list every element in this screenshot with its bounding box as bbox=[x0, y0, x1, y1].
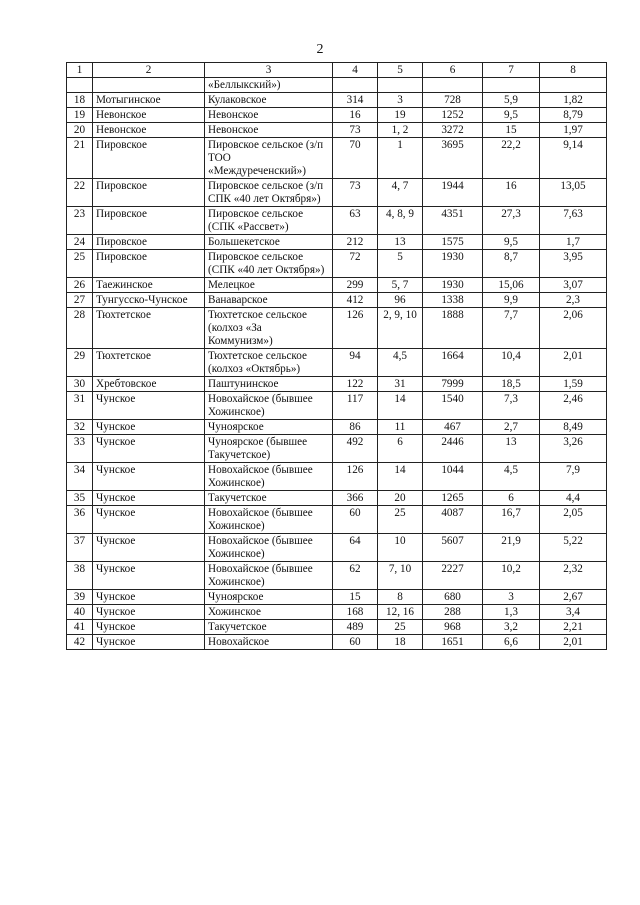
district-cell: Невонское bbox=[93, 108, 205, 123]
col8-cell: 5,22 bbox=[540, 534, 607, 562]
col6-cell: 1044 bbox=[423, 463, 483, 491]
settlement-cell: Невонское bbox=[205, 108, 333, 123]
district-cell: Чунское bbox=[93, 534, 205, 562]
table-row bbox=[67, 108, 607, 123]
table-row bbox=[67, 506, 607, 534]
col6-cell: 1930 bbox=[423, 250, 483, 278]
column-number-header-row bbox=[67, 63, 607, 78]
col8-cell: 1,7 bbox=[540, 235, 607, 250]
col8-cell: 2,46 bbox=[540, 392, 607, 420]
col4-cell: 16 bbox=[333, 108, 378, 123]
district-cell: Чунское bbox=[93, 435, 205, 463]
col5-cell: 8 bbox=[378, 590, 423, 605]
col8-cell: 1,59 bbox=[540, 377, 607, 392]
district-cell: Мотыгинское bbox=[93, 93, 205, 108]
col5-cell: 3 bbox=[378, 93, 423, 108]
col7-cell: 6 bbox=[483, 491, 540, 506]
district-cell: Чунское bbox=[93, 605, 205, 620]
col7-cell: 21,9 bbox=[483, 534, 540, 562]
col6-cell: 1265 bbox=[423, 491, 483, 506]
col7-cell: 13 bbox=[483, 435, 540, 463]
col4-cell: 492 bbox=[333, 435, 378, 463]
row-number: 36 bbox=[67, 506, 93, 534]
table-row bbox=[67, 620, 607, 635]
col7-cell: 3,2 bbox=[483, 620, 540, 635]
settlement-cell: Пировское сельское (з/п СПК «40 лет Октября») bbox=[205, 179, 333, 207]
col8-cell: 3,4 bbox=[540, 605, 607, 620]
settlement-cell: Новохайское (бывшее Хожинское) bbox=[205, 562, 333, 590]
col6-cell: 1664 bbox=[423, 349, 483, 377]
row-number: 22 bbox=[67, 179, 93, 207]
row-number: 29 bbox=[67, 349, 93, 377]
district-cell: Чунское bbox=[93, 590, 205, 605]
col5-cell: 10 bbox=[378, 534, 423, 562]
col5-cell: 25 bbox=[378, 506, 423, 534]
col6-cell: 968 bbox=[423, 620, 483, 635]
column-header: 6 bbox=[423, 63, 483, 78]
row-number: 40 bbox=[67, 605, 93, 620]
col4-cell: 212 bbox=[333, 235, 378, 250]
district-cell: Чунское bbox=[93, 635, 205, 650]
table-row bbox=[67, 562, 607, 590]
district-cell: Пировское bbox=[93, 250, 205, 278]
col6-cell: 1930 bbox=[423, 278, 483, 293]
col7-cell: 1,3 bbox=[483, 605, 540, 620]
col8-cell: 9,14 bbox=[540, 138, 607, 179]
row-number: 42 bbox=[67, 635, 93, 650]
col7-cell: 3 bbox=[483, 590, 540, 605]
continuation-row bbox=[67, 78, 607, 93]
row-number: 21 bbox=[67, 138, 93, 179]
col5-cell: 31 bbox=[378, 377, 423, 392]
district-cell: Чунское bbox=[93, 420, 205, 435]
col8-cell: 2,01 bbox=[540, 635, 607, 650]
table-row bbox=[67, 349, 607, 377]
col6-cell: 1252 bbox=[423, 108, 483, 123]
col6-cell: 288 bbox=[423, 605, 483, 620]
row-number: 32 bbox=[67, 420, 93, 435]
col7-cell: 18,5 bbox=[483, 377, 540, 392]
col5-cell: 5 bbox=[378, 250, 423, 278]
col7-cell: 10,4 bbox=[483, 349, 540, 377]
settlement-cell: Ванаварское bbox=[205, 293, 333, 308]
row-number: 25 bbox=[67, 250, 93, 278]
settlement-cell: Новохайское (бывшее Хожинское) bbox=[205, 463, 333, 491]
col8-cell: 3,95 bbox=[540, 250, 607, 278]
table-row bbox=[67, 278, 607, 293]
col7-cell: 27,3 bbox=[483, 207, 540, 235]
col4-cell: 62 bbox=[333, 562, 378, 590]
settlement-cell: Большекетское bbox=[205, 235, 333, 250]
table-row bbox=[67, 605, 607, 620]
settlement-cell: Новохайское (бывшее Хожинское) bbox=[205, 392, 333, 420]
col5-cell: 19 bbox=[378, 108, 423, 123]
district-cell: Чунское bbox=[93, 562, 205, 590]
col4-cell: 168 bbox=[333, 605, 378, 620]
col5-cell: 4,5 bbox=[378, 349, 423, 377]
col8-cell: 13,05 bbox=[540, 179, 607, 207]
table-row bbox=[67, 392, 607, 420]
col4-cell: 73 bbox=[333, 123, 378, 138]
district-cell: Невонское bbox=[93, 123, 205, 138]
table-row bbox=[67, 420, 607, 435]
col8-cell: 1,82 bbox=[540, 93, 607, 108]
col7-cell: 9,5 bbox=[483, 108, 540, 123]
col8-cell: 2,3 bbox=[540, 293, 607, 308]
settlement-cell: Новохайское bbox=[205, 635, 333, 650]
district-cell: Чунское bbox=[93, 620, 205, 635]
settlement-cell: Новохайское (бывшее Хожинское) bbox=[205, 534, 333, 562]
row-number: 18 bbox=[67, 93, 93, 108]
row-number: 37 bbox=[67, 534, 93, 562]
col4-cell: 366 bbox=[333, 491, 378, 506]
col4-cell: 314 bbox=[333, 93, 378, 108]
col6-cell: 5607 bbox=[423, 534, 483, 562]
col8-cell: 2,05 bbox=[540, 506, 607, 534]
district-cell: Чунское bbox=[93, 392, 205, 420]
col4-cell: 299 bbox=[333, 278, 378, 293]
table-row bbox=[67, 491, 607, 506]
col6-cell: 2227 bbox=[423, 562, 483, 590]
col7-cell: 16,7 bbox=[483, 506, 540, 534]
col7-cell: 6,6 bbox=[483, 635, 540, 650]
col4-cell: 489 bbox=[333, 620, 378, 635]
column-header: 7 bbox=[483, 63, 540, 78]
settlement-cell: Чунoярское bbox=[205, 420, 333, 435]
col7-cell: 7,7 bbox=[483, 308, 540, 349]
settlement-cell: Новохайское (бывшее Хожинское) bbox=[205, 506, 333, 534]
table-row bbox=[67, 235, 607, 250]
district-cell: Таежинское bbox=[93, 278, 205, 293]
column-header: 5 bbox=[378, 63, 423, 78]
col4-cell: 412 bbox=[333, 293, 378, 308]
col6-cell: 728 bbox=[423, 93, 483, 108]
col7-cell: 9,5 bbox=[483, 235, 540, 250]
col7-cell: 5,9 bbox=[483, 93, 540, 108]
col4-cell: 122 bbox=[333, 377, 378, 392]
col4-cell: 117 bbox=[333, 392, 378, 420]
continuation-text: «Беллыкский») bbox=[205, 78, 333, 93]
col6-cell: 1575 bbox=[423, 235, 483, 250]
district-cell: Пировское bbox=[93, 179, 205, 207]
col6-cell: 3272 bbox=[423, 123, 483, 138]
col6-cell: 680 bbox=[423, 590, 483, 605]
district-cell: Тунгусско-Чунское bbox=[93, 293, 205, 308]
col4-cell: 64 bbox=[333, 534, 378, 562]
col6-cell: 467 bbox=[423, 420, 483, 435]
col6-cell: 1888 bbox=[423, 308, 483, 349]
col4-cell: 73 bbox=[333, 179, 378, 207]
col6-cell: 1338 bbox=[423, 293, 483, 308]
col4-cell: 60 bbox=[333, 506, 378, 534]
settlement-cell: Тюхтетское сельское (колхоз «Октябрь») bbox=[205, 349, 333, 377]
settlement-cell: Паштунинское bbox=[205, 377, 333, 392]
col8-cell: 8,49 bbox=[540, 420, 607, 435]
settlement-cell: Хожинское bbox=[205, 605, 333, 620]
settlement-cell: Такучетское bbox=[205, 491, 333, 506]
col7-cell: 15 bbox=[483, 123, 540, 138]
col4-cell: 86 bbox=[333, 420, 378, 435]
table-row bbox=[67, 123, 607, 138]
row-number: 27 bbox=[67, 293, 93, 308]
table-row bbox=[67, 179, 607, 207]
settlement-cell: Пировское сельское (з/п ТОО «Междуреченский») bbox=[205, 138, 333, 179]
district-cell: Пировское bbox=[93, 138, 205, 179]
col8-cell: 2,67 bbox=[540, 590, 607, 605]
col8-cell: 2,06 bbox=[540, 308, 607, 349]
col8-cell: 2,32 bbox=[540, 562, 607, 590]
col4-cell: 60 bbox=[333, 635, 378, 650]
data-table bbox=[66, 62, 607, 650]
col7-cell: 4,5 bbox=[483, 463, 540, 491]
table-row bbox=[67, 93, 607, 108]
col4-cell: 126 bbox=[333, 463, 378, 491]
col5-cell: 4, 7 bbox=[378, 179, 423, 207]
col5-cell: 13 bbox=[378, 235, 423, 250]
settlement-cell: Пировское сельское (СПК «Рассвет») bbox=[205, 207, 333, 235]
row-number: 33 bbox=[67, 435, 93, 463]
row-number: 34 bbox=[67, 463, 93, 491]
table-row bbox=[67, 635, 607, 650]
column-header: 4 bbox=[333, 63, 378, 78]
column-header: 3 bbox=[205, 63, 333, 78]
table-row bbox=[67, 138, 607, 179]
col7-cell: 10,2 bbox=[483, 562, 540, 590]
col7-cell: 2,7 bbox=[483, 420, 540, 435]
col5-cell: 11 bbox=[378, 420, 423, 435]
col7-cell: 7,3 bbox=[483, 392, 540, 420]
row-number: 26 bbox=[67, 278, 93, 293]
settlement-cell: Чуноярское bbox=[205, 590, 333, 605]
col8-cell: 8,79 bbox=[540, 108, 607, 123]
col4-cell: 15 bbox=[333, 590, 378, 605]
col5-cell: 1 bbox=[378, 138, 423, 179]
table-row bbox=[67, 590, 607, 605]
table-row bbox=[67, 377, 607, 392]
row-number: 23 bbox=[67, 207, 93, 235]
col8-cell: 2,21 bbox=[540, 620, 607, 635]
col4-cell: 126 bbox=[333, 308, 378, 349]
col5-cell: 4, 8, 9 bbox=[378, 207, 423, 235]
settlement-cell: Такучетское bbox=[205, 620, 333, 635]
col6-cell: 1944 bbox=[423, 179, 483, 207]
col6-cell: 2446 bbox=[423, 435, 483, 463]
table-row bbox=[67, 463, 607, 491]
column-header: 2 bbox=[93, 63, 205, 78]
col5-cell: 14 bbox=[378, 392, 423, 420]
settlement-cell: Кулаковское bbox=[205, 93, 333, 108]
settlement-cell: Пировское сельское (СПК «40 лет Октября») bbox=[205, 250, 333, 278]
table-row bbox=[67, 293, 607, 308]
col4-cell: 72 bbox=[333, 250, 378, 278]
col5-cell: 6 bbox=[378, 435, 423, 463]
col7-cell: 15,06 bbox=[483, 278, 540, 293]
district-cell: Чунское bbox=[93, 491, 205, 506]
col7-cell: 22,2 bbox=[483, 138, 540, 179]
col6-cell: 4351 bbox=[423, 207, 483, 235]
col8-cell: 1,97 bbox=[540, 123, 607, 138]
column-header: 1 bbox=[67, 63, 93, 78]
table-row bbox=[67, 207, 607, 235]
col8-cell: 3,26 bbox=[540, 435, 607, 463]
district-cell: Пировское bbox=[93, 207, 205, 235]
col8-cell: 2,01 bbox=[540, 349, 607, 377]
col5-cell: 12, 16 bbox=[378, 605, 423, 620]
col4-cell: 63 bbox=[333, 207, 378, 235]
row-number: 24 bbox=[67, 235, 93, 250]
table-row bbox=[67, 308, 607, 349]
settlement-cell: Чуноярское (бывшее Такучетское) bbox=[205, 435, 333, 463]
table-row bbox=[67, 250, 607, 278]
settlement-cell: Тюхтетское сельское (колхоз «За Коммунизм») bbox=[205, 308, 333, 349]
table-row bbox=[67, 534, 607, 562]
col7-cell: 16 bbox=[483, 179, 540, 207]
col5-cell: 5, 7 bbox=[378, 278, 423, 293]
col5-cell: 20 bbox=[378, 491, 423, 506]
col8-cell: 3,07 bbox=[540, 278, 607, 293]
row-number: 28 bbox=[67, 308, 93, 349]
row-number: 41 bbox=[67, 620, 93, 635]
district-cell: Чунское bbox=[93, 463, 205, 491]
row-number: 30 bbox=[67, 377, 93, 392]
row-number: 35 bbox=[67, 491, 93, 506]
table-row bbox=[67, 435, 607, 463]
col5-cell: 2, 9, 10 bbox=[378, 308, 423, 349]
col5-cell: 18 bbox=[378, 635, 423, 650]
district-cell: Чунское bbox=[93, 506, 205, 534]
col4-cell: 70 bbox=[333, 138, 378, 179]
settlement-cell: Мелецкое bbox=[205, 278, 333, 293]
col5-cell: 14 bbox=[378, 463, 423, 491]
col6-cell: 1651 bbox=[423, 635, 483, 650]
col5-cell: 1, 2 bbox=[378, 123, 423, 138]
row-number: 31 bbox=[67, 392, 93, 420]
col5-cell: 96 bbox=[378, 293, 423, 308]
page-number: 2 bbox=[316, 42, 324, 57]
settlement-cell: Невонское bbox=[205, 123, 333, 138]
col5-cell: 25 bbox=[378, 620, 423, 635]
col6-cell: 4087 bbox=[423, 506, 483, 534]
district-cell: Пировское bbox=[93, 235, 205, 250]
col8-cell: 7,63 bbox=[540, 207, 607, 235]
row-number: 19 bbox=[67, 108, 93, 123]
row-number: 39 bbox=[67, 590, 93, 605]
col7-cell: 8,7 bbox=[483, 250, 540, 278]
column-header: 8 bbox=[540, 63, 607, 78]
col6-cell: 1540 bbox=[423, 392, 483, 420]
col4-cell: 94 bbox=[333, 349, 378, 377]
col6-cell: 7999 bbox=[423, 377, 483, 392]
col7-cell: 9,9 bbox=[483, 293, 540, 308]
district-cell: Тюхтетское bbox=[93, 308, 205, 349]
district-cell: Тюхтетское bbox=[93, 349, 205, 377]
col8-cell: 7,9 bbox=[540, 463, 607, 491]
col8-cell: 4,4 bbox=[540, 491, 607, 506]
col5-cell: 7, 10 bbox=[378, 562, 423, 590]
district-cell: Хребтовское bbox=[93, 377, 205, 392]
row-number: 38 bbox=[67, 562, 93, 590]
row-number: 20 bbox=[67, 123, 93, 138]
col6-cell: 3695 bbox=[423, 138, 483, 179]
